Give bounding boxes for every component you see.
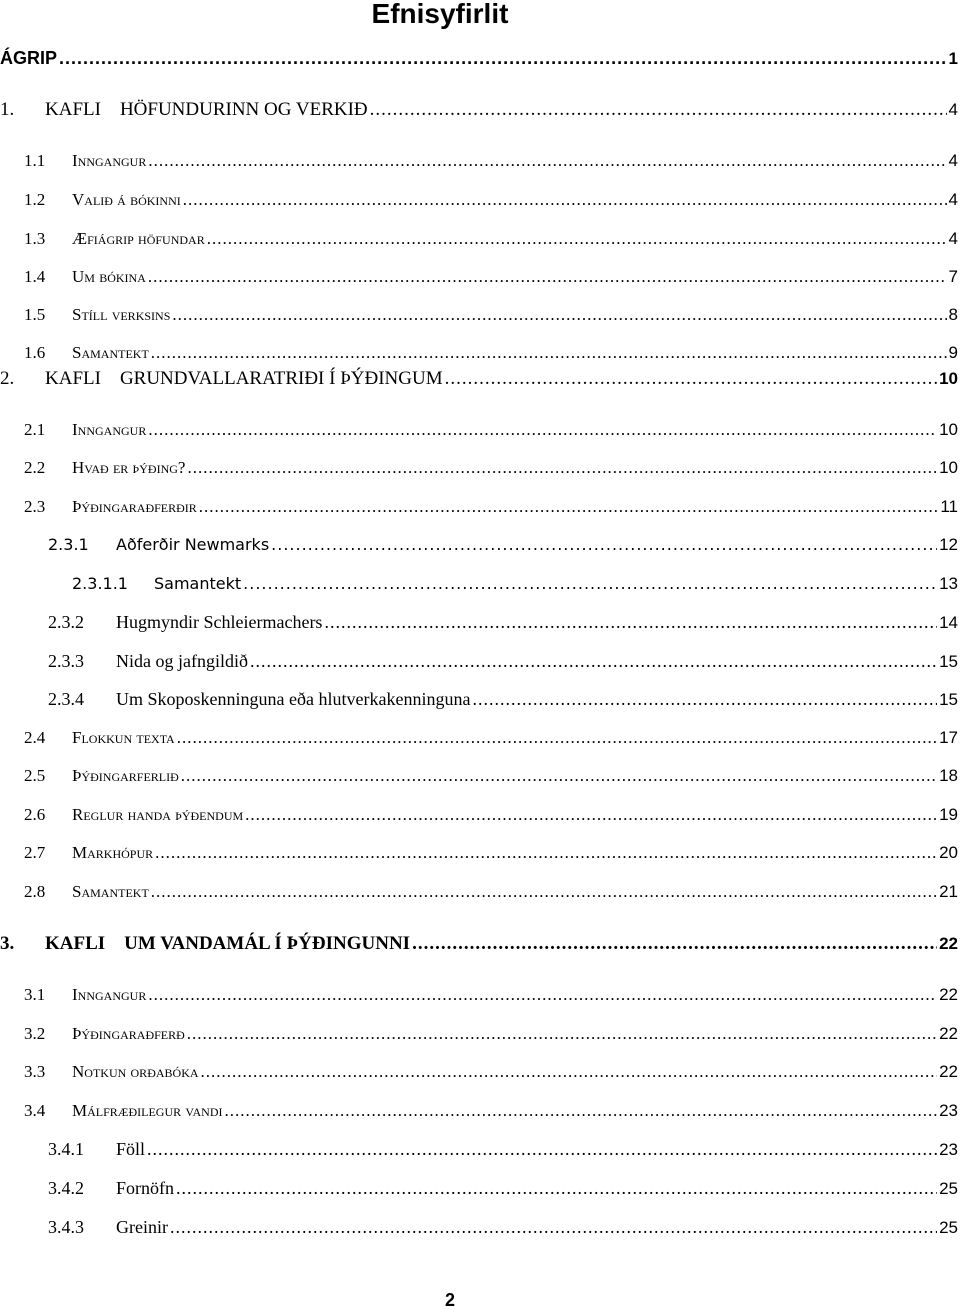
dot-leader	[59, 48, 947, 66]
toc-entry-section[interactable]	[24, 1101, 958, 1123]
toc-entry-section[interactable]	[24, 985, 958, 1007]
dot-leader	[412, 933, 937, 952]
toc-entry-text: Stíll verksins	[72, 305, 171, 324]
toc-entry-section[interactable]	[24, 1024, 958, 1046]
toc-entry-page: 4	[948, 229, 958, 248]
dot-leader	[224, 1101, 937, 1118]
toc-entry-text: Notkun orðabóka	[72, 1062, 199, 1081]
toc-entry-text: Hvað er þýðing?	[72, 458, 186, 477]
toc-entry-page: 22	[939, 934, 958, 953]
toc-entry-section[interactable]	[24, 1062, 958, 1084]
toc-entry-number: 1.6	[24, 343, 46, 362]
toc-entry-number: 2.3.2	[48, 612, 84, 632]
toc-entry-text: KAFLI HÖFUNDURINN OG VERKIÐ	[45, 99, 368, 120]
toc-entry-text: Fornöfn	[116, 1178, 174, 1198]
toc-entry-section[interactable]	[24, 151, 958, 173]
toc-entry-page: 4	[948, 151, 958, 170]
toc-entry-page: 20	[939, 843, 958, 862]
toc-entry-text: Þýðingaraðferðir	[72, 497, 197, 516]
dot-leader	[151, 343, 947, 360]
toc-entry-chapter-3[interactable]	[0, 933, 958, 955]
dot-leader	[250, 651, 937, 669]
dot-leader	[324, 612, 937, 630]
toc-entry-section[interactable]	[24, 728, 958, 750]
toc-entry-text: Samantekt	[72, 343, 149, 362]
toc-entry-number: 3.4.1	[48, 1139, 84, 1159]
dot-leader	[201, 1062, 938, 1079]
toc-entry-text: Reglur handa þýðendum	[72, 805, 244, 824]
toc-entry-text: ÁGRIP	[0, 48, 58, 68]
toc-entry-number: 1.2	[24, 190, 46, 209]
toc-entry-page: 7	[948, 267, 958, 286]
toc-entry-section[interactable]	[24, 766, 958, 788]
toc-entry-page: 13	[939, 574, 958, 593]
dot-leader	[172, 305, 946, 322]
toc-entry-number: 3.2	[24, 1024, 46, 1043]
toc-entry-text: Markhópur	[72, 843, 154, 862]
toc-entry-text: Flokkun texta	[72, 728, 175, 747]
toc-entry-number: 3.4.3	[48, 1217, 84, 1237]
dot-leader	[187, 458, 937, 475]
dot-leader	[170, 1217, 937, 1235]
dot-leader	[199, 497, 939, 514]
toc-entry-number: 2.5	[24, 766, 46, 785]
toc-entry-text: Inngangur	[72, 985, 147, 1004]
toc-entry-number: 2.2	[24, 458, 46, 477]
toc-entry-number: 3.1	[24, 985, 46, 1004]
toc-entry-page: 11	[940, 497, 958, 516]
toc-entry-page: 12	[939, 535, 958, 554]
toc-entry-number: 1.1	[24, 151, 46, 170]
toc-entry-chapter-1[interactable]	[0, 99, 958, 121]
toc-entry-number: 2.3.3	[48, 651, 84, 671]
toc-entry-page: 1	[948, 49, 958, 68]
dot-leader	[370, 99, 947, 118]
dot-leader	[177, 728, 937, 745]
toc-entry-agrip[interactable]	[0, 48, 958, 70]
toc-entry-text: Samantekt	[72, 882, 149, 901]
toc-entry-page: 15	[939, 690, 958, 709]
toc-entry-page: 9	[948, 343, 958, 362]
toc-entry-text: Samantekt	[154, 574, 242, 593]
dot-leader	[472, 689, 937, 707]
toc-entry-page: 14	[939, 613, 958, 632]
dot-leader	[176, 1178, 937, 1196]
dot-leader	[207, 229, 947, 246]
toc-entry-text: Inngangur	[72, 151, 147, 170]
toc-entry-page: 4	[948, 100, 958, 119]
dot-leader	[187, 1024, 937, 1041]
toc-entry-page: 17	[939, 728, 958, 747]
toc-entry-page: 22	[939, 1062, 958, 1081]
toc-entry-page: 4	[948, 190, 958, 209]
toc-entry-text: Um bókina	[72, 267, 146, 286]
toc-entry-text: Hugmyndir Schleiermachers	[116, 612, 323, 632]
dot-leader	[155, 843, 937, 860]
toc-entry-page: 10	[939, 420, 958, 439]
toc-entry-section[interactable]	[24, 267, 958, 289]
toc-entry-number: 2.6	[24, 805, 46, 824]
toc-entry-number: 2.3.1	[48, 535, 89, 554]
toc-entry-page: 25	[939, 1218, 958, 1237]
toc-entry-text: Föll	[116, 1139, 146, 1159]
toc-entry-page: 10	[939, 369, 958, 388]
toc-entry-chapter-2[interactable]	[0, 368, 958, 390]
toc-entry-number: 2.8	[24, 882, 46, 901]
toc-entry-subsection[interactable]	[48, 535, 958, 557]
toc-entry-number: 1.	[0, 99, 15, 120]
toc-entry-text: Þýðingaraðferð	[72, 1024, 185, 1043]
toc-entry-subsection[interactable]	[48, 612, 958, 634]
dot-leader	[245, 805, 937, 822]
toc-entry-number: 2.7	[24, 843, 46, 862]
dot-leader	[147, 1139, 937, 1157]
page-number: 2	[444, 1290, 455, 1310]
toc-entry-number: 2.3	[24, 497, 46, 516]
toc-entry-section[interactable]	[24, 805, 958, 827]
dot-leader	[148, 420, 937, 437]
dot-leader	[243, 574, 937, 590]
toc-entry-number: 1.4	[24, 267, 46, 286]
dot-leader	[148, 985, 937, 1002]
toc-entry-section[interactable]	[24, 305, 958, 327]
toc-entry-number: 2.3.1.1	[72, 574, 128, 593]
toc-entry-section[interactable]	[24, 190, 958, 212]
toc-entry-section[interactable]	[24, 843, 958, 865]
toc-entry-number: 1.5	[24, 305, 46, 324]
toc-entry-page: 15	[939, 652, 958, 671]
toc-entry-text: Valið á bókinni	[72, 190, 181, 209]
toc-entry-section[interactable]	[24, 882, 958, 904]
dot-leader	[271, 535, 937, 551]
toc-entry-page: 23	[939, 1140, 958, 1159]
toc-entry-section[interactable]	[24, 497, 958, 519]
toc-entry-text: Inngangur	[72, 420, 147, 439]
toc-entry-page: 10	[939, 458, 958, 477]
toc-entry-section[interactable]	[24, 420, 958, 442]
toc-entry-subsubsection[interactable]	[72, 574, 958, 596]
dot-leader	[445, 368, 937, 387]
toc-entry-page: 22	[939, 985, 958, 1004]
toc-entry-number: 2.3.4	[48, 689, 84, 709]
toc-entry-page: 25	[939, 1179, 958, 1198]
toc-entry-text: Málfræðilegur vandi	[72, 1101, 223, 1120]
toc-entry-section[interactable]	[24, 229, 958, 251]
toc-entry-page: 21	[939, 882, 958, 901]
toc-entry-number: 3.4	[24, 1101, 46, 1120]
toc-entry-section[interactable]	[24, 343, 958, 365]
toc-entry-number: 3.3	[24, 1062, 46, 1081]
toc-entry-section[interactable]	[24, 458, 958, 480]
dot-leader	[148, 151, 946, 168]
toc-entry-text: KAFLI UM VANDAMÁL Í ÞÝÐINGUNNI	[45, 933, 411, 954]
toc-entry-page: 8	[948, 305, 958, 324]
toc-entry-text: Um Skoposkenninguna eða hlutverkakenninguna	[116, 689, 471, 709]
toc-entry-text: Aðferðir Newmarks	[116, 535, 270, 554]
toc-entry-text: Nida og jafngildið	[116, 651, 248, 671]
toc-entry-text: KAFLI GRUNDVALLARATRIÐI Í ÞÝÐINGUM	[45, 368, 443, 389]
toc-entry-number: 3.4.2	[48, 1178, 84, 1198]
toc-entry-subsection[interactable]	[48, 689, 958, 711]
toc-entry-number: 2.1	[24, 420, 46, 439]
toc-entry-number: 3.	[0, 933, 15, 954]
toc-entry-page: 18	[939, 766, 958, 785]
toc-entry-number: 1.3	[24, 229, 46, 248]
toc-entry-number: 2.	[0, 368, 15, 389]
toc-entry-subsection[interactable]	[48, 1139, 958, 1161]
dot-leader	[183, 190, 947, 207]
toc-entry-subsection[interactable]	[48, 1217, 958, 1239]
toc-entry-text: Æfiágrip höfundar	[72, 229, 205, 248]
toc-entry-number: 2.4	[24, 728, 46, 747]
toc-entry-text: Þýðingarferlið	[72, 766, 179, 785]
dot-leader	[151, 882, 937, 899]
dot-leader	[181, 766, 937, 783]
toc-entry-subsection[interactable]	[48, 651, 958, 673]
dot-leader	[148, 267, 947, 284]
toc-entry-page: 23	[939, 1101, 958, 1120]
toc-entry-page: 19	[939, 805, 958, 824]
toc-entry-page: 22	[939, 1024, 958, 1043]
toc-entry-subsection[interactable]	[48, 1178, 958, 1200]
toc-entry-text: Greinir	[116, 1217, 168, 1237]
page-title: Efnisyfirlit	[371, 0, 509, 29]
